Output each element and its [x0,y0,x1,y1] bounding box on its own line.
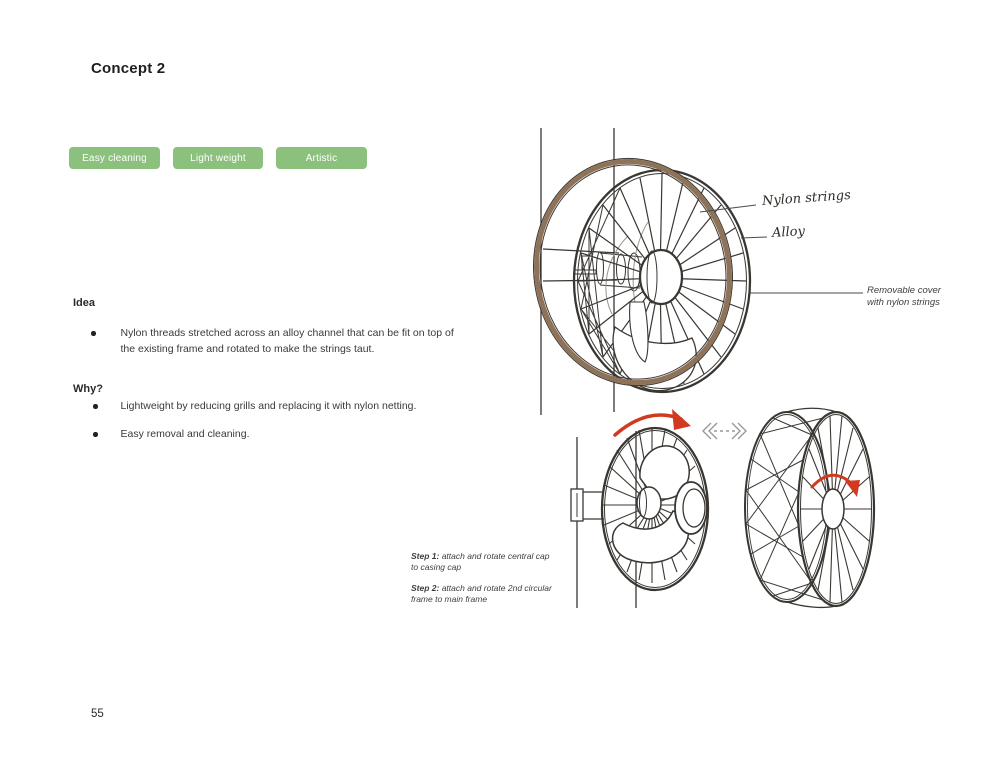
why-bullet-1-text: Lightweight by reducing grills and replacing it with nylon netting. [120,400,417,412]
idea-heading: Idea [73,297,96,309]
removable-cover-line1: Removable cover [867,285,941,296]
removable-cover-line2: with nylon strings [867,296,940,308]
bullet-dot-icon [91,331,96,336]
why-heading: Why? [73,383,103,395]
bullet-dot-icon [93,404,98,409]
annotation-alloy: Alloy [771,224,806,241]
step-2-label: Step 2: [411,583,440,593]
page-title: Concept 2 [91,60,166,77]
why-bullet-2-text: Easy removal and cleaning. [120,428,250,440]
rotation-arrow-icon [615,409,691,435]
tag-artistic: Artistic [276,147,367,169]
why-bullet-1 [93,399,493,415]
page-number: 55 [91,708,104,720]
slide-arrow-icon [703,423,746,439]
string-frame-sketch [745,408,874,607]
casing-cap [675,482,707,534]
main-fan-sketch [520,143,863,402]
tag-easy-cleaning: Easy cleaning [69,147,160,169]
step-1-label: Step 1: [411,551,440,561]
side-mount [571,489,604,521]
annotation-nylon-strings: Nylon strings [761,187,852,210]
feature-tags [69,147,367,169]
fan-concept-sketches [520,120,960,700]
idea-bullet [91,326,471,357]
step1-fan-sketch [571,427,708,590]
step-1-text: attach and rotate central cap to casing cap [411,551,550,572]
fan-hub [640,250,682,304]
why-bullet-2 [93,427,493,443]
step1-hub [637,487,661,519]
step-2-text: attach and rotate 2nd circular frame to main frame [411,583,552,604]
bullet-dot-icon [93,432,98,437]
idea-bullet-text: Nylon threads stretched across an alloy channel that can be fit on top of the existing frame and rotated to make the strings taut. [120,327,454,355]
tag-light-weight: Light weight [173,147,263,169]
